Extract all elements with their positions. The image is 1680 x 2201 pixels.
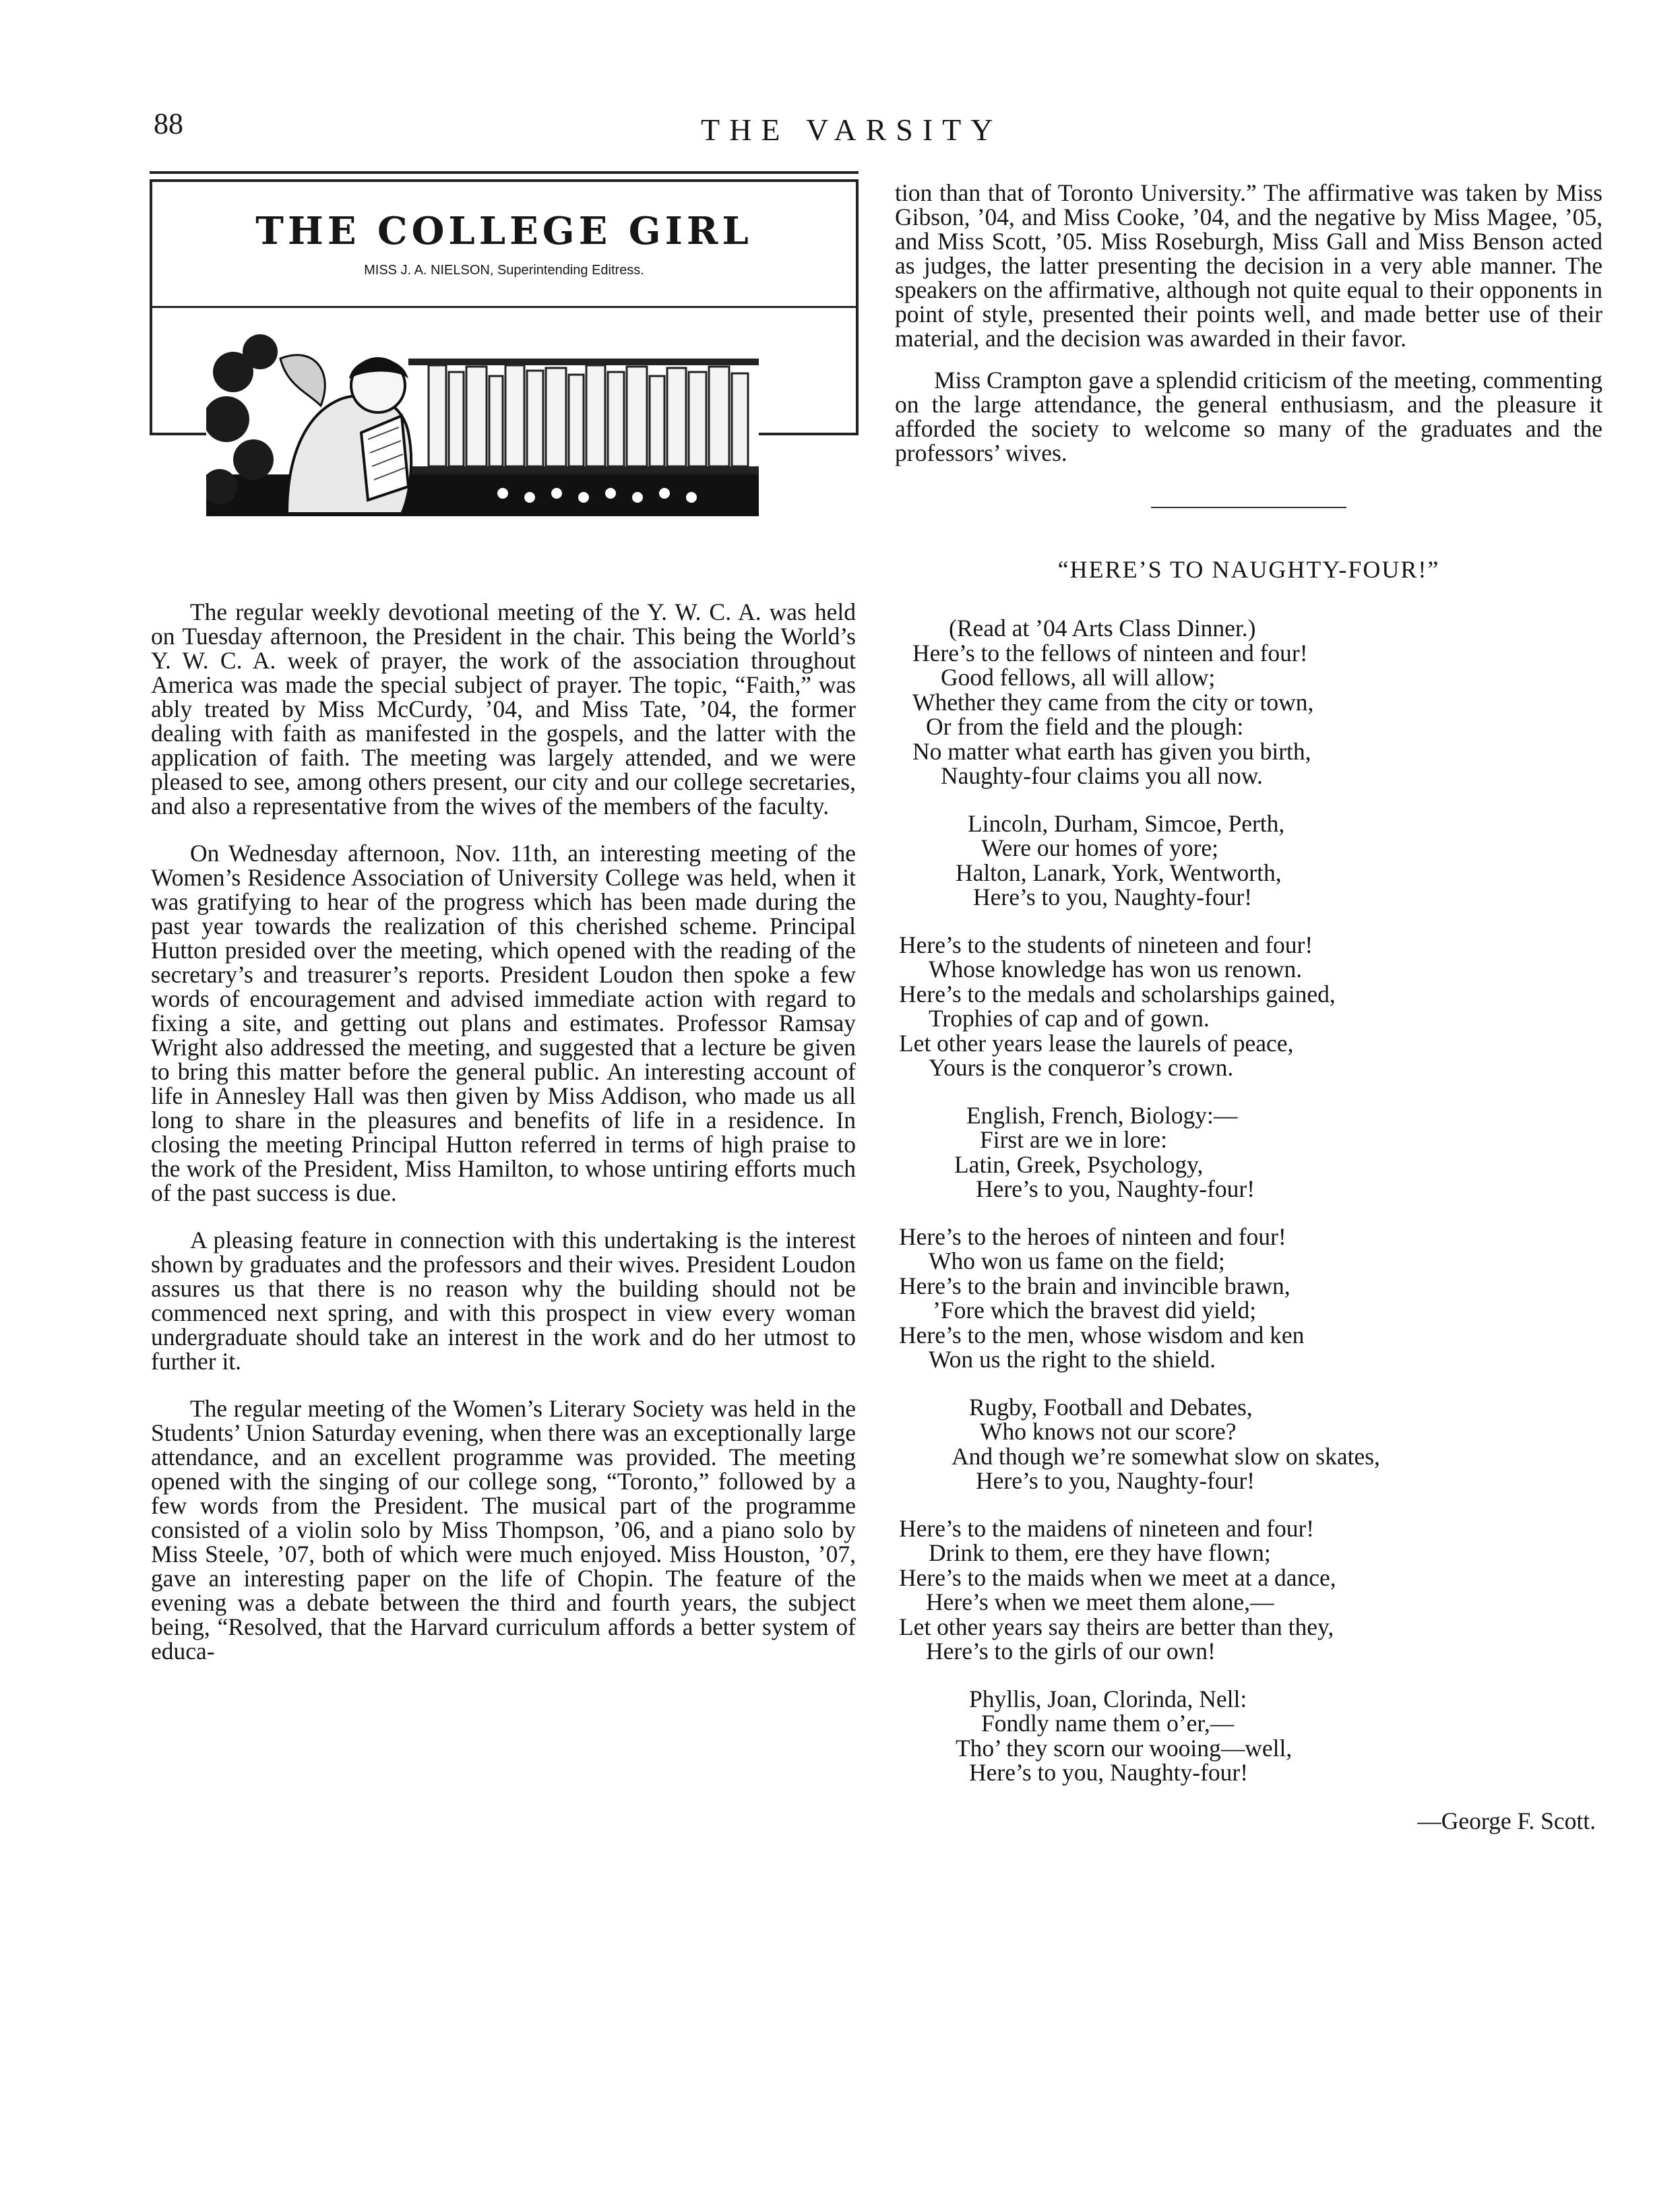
poem-line: Let other years lease the laurels of peace,	[899, 1029, 1294, 1057]
section-header-box	[150, 179, 859, 435]
poem-line: Fondly name them o’er,—	[981, 1710, 1235, 1737]
poem-line: Latin, Greek, Psychology,	[954, 1150, 1204, 1178]
poem-line: Here’s to the heroes of ninteen and four!	[899, 1222, 1286, 1250]
poem-stanza	[895, 1516, 1603, 1664]
paragraph-residence-association: On Wednesday afternoon, Nov. 11th, an interesting meeting of the Women’s Residence Association of University College was held, when it was gratifying to hear of the progress which has been made during the past year towards the realization of this cherished scheme. Principal Hutton presided over the meeting, which opened with the reading of the secretary’s and treasurer’s reports. President Loudon then spoke a few words of encouragement and advised immediate action with regard to fixing a site, and getting out plans and estimates. Professor Ramsay Wright also addressed the meeting, and suggested that a lecture be given to bring this matter before the general public. An interesting account of life in Annesley Hall was then given by Miss Addison, who made us all long to share in the pleasures and benefits of life in a residence. In closing the meeting Principal Hutton referred in terms of high praise to the work of the President, Miss Hamilton, to whose untiring efforts much of the past success is due.	[151, 840, 856, 1206]
poem-line: Won us the right to the shield.	[929, 1346, 1216, 1373]
running-head: THE VARSITY	[701, 113, 1003, 147]
poem-line: Here’s to you, Naughty-four!	[973, 884, 1253, 910]
poem-line: (Read at ’04 Arts Class Dinner.)	[949, 615, 1256, 642]
poem-stanza	[895, 1224, 1603, 1372]
poem-line: Drink to them, ere they have flown;	[929, 1539, 1271, 1566]
poem-line: Here’s when we meet them alone,—	[926, 1588, 1274, 1615]
poem-line: Here’s to the students of nineteen and four!	[899, 931, 1313, 958]
poem-line: And though we’re somewhat slow on skates,	[952, 1442, 1380, 1470]
poem-line: Here’s to the medals and scholarships gained,	[899, 980, 1336, 1008]
poem-line: Trophies of cap and of gown.	[929, 1005, 1210, 1032]
poem-line: Or from the field and the plough:	[926, 713, 1244, 740]
poem-line: Halton, Lanark, York, Wentworth,	[956, 859, 1282, 886]
poem-line: Lincoln, Durham, Simcoe, Perth,	[968, 809, 1285, 837]
poem-line: Here’s to the maidens of nineteen and four!	[899, 1514, 1315, 1542]
poem-stanza	[895, 616, 1603, 788]
poem-line: Here’s to the maids when we meet at a dance,	[899, 1563, 1336, 1591]
poem-title: “HERE’S TO NAUGHTY-FOUR!”	[1057, 556, 1440, 583]
poem-line: Naughty-four claims you all now.	[941, 762, 1263, 789]
poem-line: Here’s to the brain and invincible brawn,	[899, 1272, 1290, 1299]
poem-stanza	[895, 1395, 1603, 1493]
poem-line: Tho’ they scorn our wooing—well,	[956, 1734, 1293, 1762]
poem-stanza	[895, 933, 1603, 1080]
poem-line: Rugby, Football and Debates,	[969, 1393, 1253, 1421]
poem-line: English, French, Biology:—	[966, 1101, 1238, 1129]
poem-line: Let other years say theirs are better than they,	[899, 1613, 1334, 1640]
section-title: THE COLLEGE GIRL	[255, 209, 753, 253]
paragraph-criticism: Miss Crampton gave a splendid criticism of the meeting, commenting on the large attendance, the general enthusiasm, and the pleasure it afforded the society to welcome so many of the graduates and the professors’ wives.	[895, 367, 1603, 466]
poem-line: Here’s to the girls of our own!	[926, 1638, 1216, 1665]
right-column	[895, 181, 1603, 1835]
poem-line: Phyllis, Joan, Clorinda, Nell:	[969, 1685, 1247, 1712]
poem-line: ’Fore which the bravest did yield;	[933, 1297, 1257, 1324]
header-top-rule	[150, 171, 859, 174]
poem-line: Here’s to the men, whose wisdom and ken	[899, 1321, 1305, 1348]
poem-stanza	[895, 1103, 1603, 1202]
poem-line: Good fellows, all will allow;	[941, 664, 1216, 691]
paragraph-debate-continued: tion than that of Toronto University.” The affirmative was taken by Miss Gibson, ’04, and Miss Cooke, ’04, and the negative by Miss Magee, ’05, and Miss Scott, ’05. Miss Roseburgh, Miss Gall and Miss Benson acted as judges, the latter presenting the decision in a very able manner. The speakers on the affirmative, although not quite equal to their opponents in point of style, presented their points well, and made better use of their material, and the decision was awarded in their favor.	[895, 179, 1603, 352]
poem-line: Here’s to you, Naughty-four!	[976, 1175, 1255, 1202]
poem-line: Who knows not our score?	[980, 1418, 1237, 1445]
poem-line: Whose knowledge has won us renown.	[929, 956, 1303, 983]
section-editor-line: MISS J. A. NIELSON, Superintending Editress.	[364, 263, 644, 278]
paragraph-pleasing-feature: A pleasing feature in connection with this undertaking is the interest shown by graduates and the professors and their wives. President Loudon assures us that there is no reason why the building should not be commenced next spring, and with this prospect in view every woman undergraduate should take an interest in the work and do her utmost to further it.	[151, 1227, 856, 1375]
poem-line: Whether they came from the city or town,	[912, 688, 1314, 716]
left-column	[151, 600, 856, 1686]
poem-signature: —George F. Scott.	[1417, 1807, 1596, 1834]
poem-line: Here’s to you, Naughty-four!	[976, 1467, 1255, 1494]
poem-line: Here’s to the fellows of ninteen and four!	[912, 639, 1308, 666]
section-divider	[1151, 507, 1346, 508]
poem-stanza	[895, 1687, 1603, 1785]
paragraph-ywca-meeting: The regular weekly devotional meeting of the Y. W. C. A. was held on Tuesday afternoon, the President in the chair. This being the World’s Y. W. C. A. week of prayer, the work of the association throughout America was made the special subject of prayer. The topic, “Faith,” was ably treated by Miss McCurdy, ’04, and Miss Tate, ’04, the former dealing with faith as manifested in the gospels, and the latter with the application of faith. The meeting was largely attended, and we were pleased to see, among others present, our city and our college secretaries, and also a representative from the wives of the members of the faculty.	[151, 598, 856, 819]
poem-line: First are we in lore:	[980, 1126, 1168, 1153]
header-divider	[152, 306, 856, 308]
poem-line: Yours is the conqueror’s crown.	[929, 1054, 1234, 1081]
poem-line: No matter what earth has given you birth,	[912, 737, 1311, 765]
poem-stanza	[895, 811, 1603, 910]
poem-line: Were our homes of yore;	[981, 834, 1219, 861]
poem	[895, 616, 1603, 1785]
poem-line: Here’s to you, Naughty-four!	[969, 1759, 1249, 1786]
poem-line: Who won us fame on the field;	[929, 1247, 1225, 1274]
reading-woman-illustration	[206, 332, 759, 516]
paragraph-literary-society: The regular meeting of the Women’s Literary Society was held in the Students’ Union Saturday evening, when there was an exceptionally large attendance, and an excellent programme was provided. The meeting opened with the singing of our college song, “Toronto,” followed by a few words from the President. The musical part of the programme consisted of a violin solo by Miss Thompson, ’06, and a piano solo by Miss Steele, ’07, both of which were much enjoyed. Miss Houston, ’07, gave an interesting paper on the life of Chopin. The feature of the evening was a debate between the third and fourth years, the subject being, “Resolved, that the Harvard curriculum affords a better system of educa-	[151, 1395, 856, 1665]
page-number: 88	[154, 107, 183, 140]
